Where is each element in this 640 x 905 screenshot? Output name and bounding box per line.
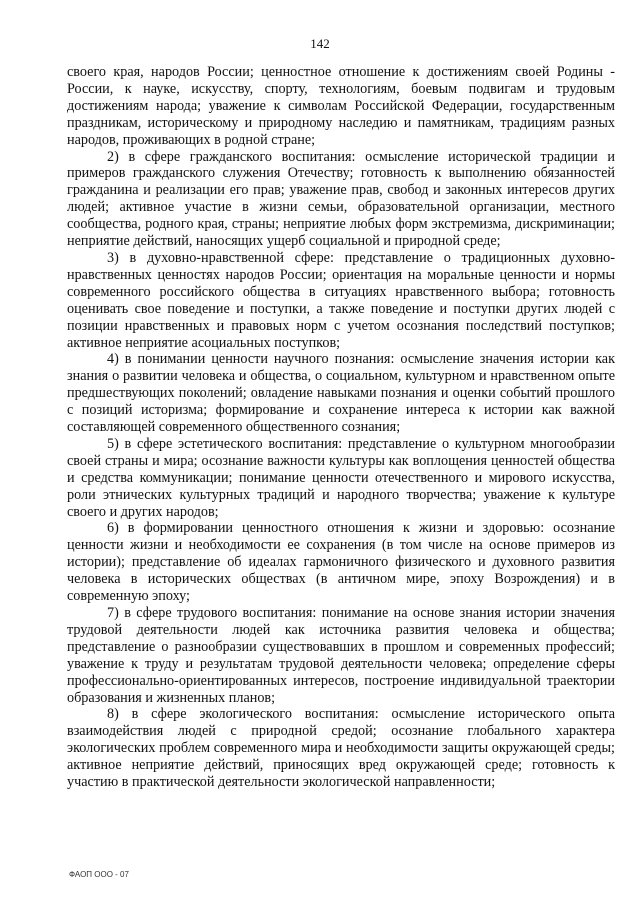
paragraph-spiritual-moral: 3) в духовно-нравственной сфере: представление о традиционных духовно-нравственных ценностях народов России; ориентация на моральные ценности и нормы современного российского общества в ситуациях нравственного выбора; готовность оценивать свое поведение и поступки, а также поведение и поступки других людей с позиции нравственных и правовых норм с учетом осознания последствий поступков; активное неприятие асоциальных поступков; (67, 249, 615, 351)
page-number: 142 (310, 36, 330, 51)
paragraph-aesthetic-education: 5) в сфере эстетического воспитания: представление о культурном многообразии своей страны и мира; осознание важности культуры как воплощения ценностей общества и средства коммуникации; понимание ценности отечественного и мирового искусства, роли этнических культурных традиций и народного творчества; уважение к культуре своего и других народов; (67, 435, 615, 520)
paragraph-ecological-education: 8) в сфере экологического воспитания: осмысление исторического опыта взаимодействия людей с природной средой; осознание глобального характера экологических проблем современного мира и необходимости защиты окружающей среды; активное неприятие действий, приносящих вред окружающей среде; готовность к участию в практической деятельности экологической направленности; (67, 706, 615, 791)
paragraph-labor-education: 7) в сфере трудового воспитания: понимание на основе знания истории значения трудовой деятельности людей как источника развития человека и общества; представление о разнообразии существовавших в прошлом и современных профессий; уважение к труду и результатам трудовой деятельности человека; определение сферы профессионально-ориентированных интересов, построение индивидуальной траектории образования и жизненных планов; (67, 605, 615, 706)
footer-document-code: ФАОП ООО - 07 (69, 870, 129, 879)
paragraph-values-continuation: своего края, народов России; ценностное отношение к достижениям своей Родины - России, к науке, искусству, спорту, технологиям, боевым подвигам и трудовым достижениям народа; уважение к символам Российской Федерации, государственным праздникам, историческому и природному наследию и памятникам, традициям разных народов, проживающих в родной стране; (67, 64, 615, 148)
paragraph-civic-education: 2) в сфере гражданского воспитания: осмысление исторической традиции и примеров гражданского служения Отечеству; готовность к выполнению обязанностей гражданина и реализации его прав; уважение прав, свобод и законных интересов других людей; активное участие в жизни семьи, образовательной организации, местного сообщества, родного края, страны; неприятие любых форм экстремизма, дискриминации; неприятие действий, наносящих ущерб социальной и природной среде; (67, 148, 615, 250)
paragraph-scientific-knowledge: 4) в понимании ценности научного познания: осмысление значения истории как знания о развитии человека и общества, о социальном, культурном и нравственном опыте предшествующих поколений; овладение навыками познания и оценки событий прошлого с позиций историзма; формирование и сохранение интереса к истории как важной составляющей современного общественного сознания; (67, 351, 615, 436)
paragraph-life-and-health: 6) в формировании ценностного отношения к жизни и здоровью: осознание ценности жизни и необходимости ее сохранения (в том числе на основе примеров из истории); представление об идеалах гармоничного физического и духовного развития человека в исторических обществах (в античном мире, эпоху Возрождения) и в современную эпоху; (67, 520, 615, 605)
document-body (67, 64, 615, 791)
